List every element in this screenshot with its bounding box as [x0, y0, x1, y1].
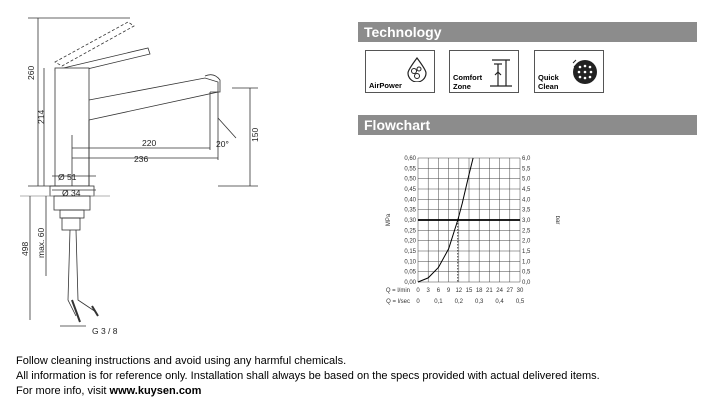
- y-tick-label-right: 2,5: [522, 228, 531, 235]
- dim-thread-g38: G 3 / 8: [92, 326, 118, 336]
- x-axis-label-lmin: Q = l/min: [385, 288, 410, 294]
- tech-comfort-zone: [449, 50, 519, 93]
- footer-line-cleaning: Follow cleaning instructions and avoid using any harmful chemicals.: [16, 355, 347, 367]
- x-tick-label: 9: [446, 288, 451, 294]
- x-tick-label: 30: [516, 288, 524, 294]
- y-tick-label: 0,00: [404, 280, 416, 286]
- x-tick-label-sec: 0,2: [454, 299, 463, 305]
- x-tick-label-sec: 0,4: [495, 299, 504, 305]
- x-tick-label: 18: [475, 288, 483, 294]
- tech-comfort-line1: Comfort: [453, 73, 483, 82]
- x-tick-label: 27: [506, 288, 514, 294]
- tech-airpower: [365, 50, 435, 93]
- x-tick-label-sec: 0,1: [434, 299, 443, 305]
- footer-line-reference: All information is for reference only. Installation shall always be based on the specs provided with actual delivered items.: [16, 370, 600, 382]
- x-tick-label: 12: [455, 288, 463, 294]
- y-tick-label: 0,20: [404, 238, 416, 245]
- x-tick-label: 0: [416, 288, 420, 294]
- dim-diameter-34: Ø 34: [62, 188, 81, 198]
- y-tick-label-right: 1,0: [522, 259, 531, 266]
- y-tick-label: 0,50: [404, 176, 416, 183]
- flow-chart: [380, 150, 560, 310]
- y-tick-label-right: 5,5: [522, 166, 531, 173]
- x-tick-label: 6: [436, 288, 441, 294]
- y-tick-label-right: 0,5: [522, 269, 531, 276]
- y-tick-label-right: 3,0: [522, 218, 531, 224]
- x-tick-label: 24: [496, 288, 503, 294]
- dim-260: 260: [26, 65, 36, 80]
- tech-comfort-line2: Zone: [453, 82, 471, 91]
- footer-line-info: [16, 384, 600, 399]
- y-tick-label: 0,40: [404, 197, 416, 204]
- dim-220: 220: [142, 138, 157, 148]
- tech-airpower-label: AirPower: [369, 81, 402, 90]
- dim-498: 498: [20, 241, 30, 256]
- tech-quick-clean: [534, 50, 604, 93]
- x-tick-label: 21: [486, 288, 493, 294]
- y-tick-label-right: 4,0: [522, 197, 531, 204]
- x-tick-label: 15: [465, 288, 473, 294]
- website-link[interactable]: www.kuysen.com: [109, 385, 202, 397]
- footer-notes: [16, 354, 600, 399]
- y-tick-label-right: 2,0: [522, 238, 531, 245]
- y-tick-label-right: 1,5: [522, 249, 531, 255]
- y-tick-label: 0,30: [404, 218, 416, 224]
- y-tick-label: 0,05: [404, 269, 416, 276]
- technology-header: Technology: [358, 22, 697, 42]
- y-tick-label-right: 5,0: [522, 176, 531, 183]
- y-tick-label: 0,25: [404, 228, 416, 235]
- y-tick-label: 0,55: [404, 166, 416, 173]
- dim-236: 236: [134, 154, 149, 164]
- x-axis-label-lsec: Q = l/sec: [386, 299, 410, 305]
- x-tick-label-sec: 0,5: [515, 299, 525, 305]
- flowchart-header: Flowchart: [358, 115, 697, 135]
- y-tick-label: 0,15: [404, 249, 416, 255]
- dim-max-60: max. 60: [36, 227, 46, 258]
- tech-quickclean-line2: Clean: [538, 82, 559, 91]
- y-tick-label: 0,45: [404, 187, 416, 193]
- airpower-icon: [404, 56, 430, 82]
- tech-quickclean-line1: Quick: [538, 73, 559, 82]
- y-tick-label-right: 4,5: [522, 187, 531, 193]
- y-tick-label-right: 6,0: [522, 156, 531, 162]
- y-tick-label: 0,10: [404, 259, 416, 266]
- x-tick-label-sec: 0: [416, 299, 420, 305]
- footer-info-prefix: For more info, visit: [16, 385, 110, 397]
- dim-150: 150: [250, 127, 260, 142]
- y-tick-label: 0,60: [404, 156, 416, 162]
- y-axis-label-left: MPa: [386, 213, 392, 227]
- y-tick-label: 0,35: [404, 207, 416, 214]
- x-tick-label: 3: [426, 288, 430, 294]
- y-axis-label-right: bar: [554, 215, 560, 225]
- quick-clean-icon: [571, 58, 599, 86]
- dim-angle-20: 20°: [216, 139, 229, 149]
- dim-214: 214: [36, 109, 46, 124]
- y-tick-label-right: 3,5: [522, 207, 531, 214]
- comfort-zone-icon: [488, 56, 514, 90]
- y-tick-label-right: 0,0: [522, 280, 531, 286]
- faucet-technical-drawing: [0, 0, 340, 340]
- x-tick-label-sec: 0,3: [475, 299, 484, 305]
- dim-diameter-51: Ø 51: [58, 172, 77, 182]
